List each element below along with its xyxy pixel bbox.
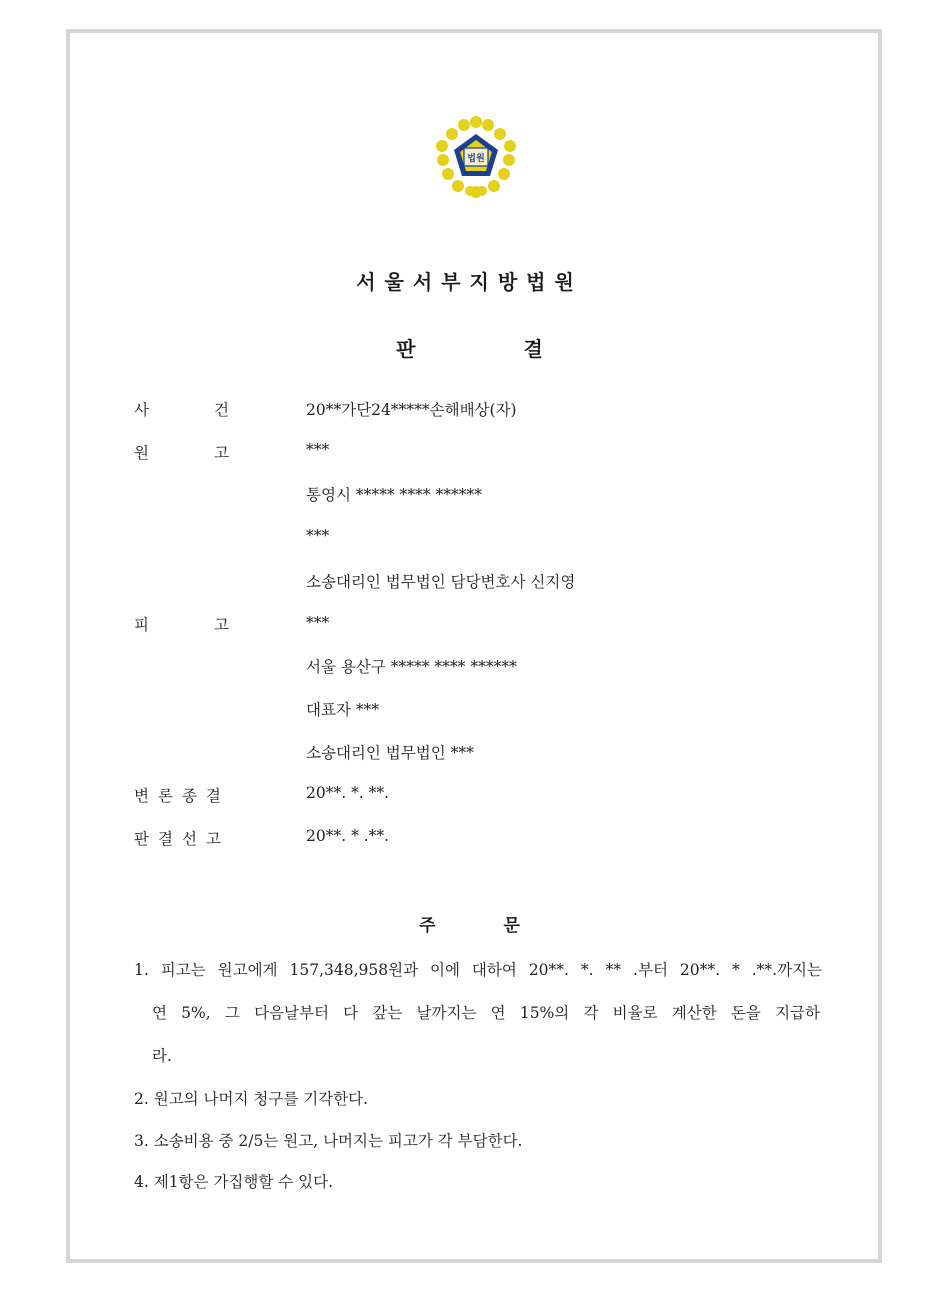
order-heading [0, 911, 939, 936]
order-item-1-line-1: 1. 피고는 원고에게 157,348,958원과 이에 대하여 20**. *. ** .부터 20**. * .**.까지는 [134, 961, 822, 979]
document-type-heading [0, 333, 939, 362]
order-heading-left: 주 [419, 916, 436, 936]
case-number: 20**가단24*****손해배상(자) [306, 401, 517, 419]
doc-type-left: 판 [396, 337, 416, 361]
defendant-name: *** [306, 614, 330, 632]
plaintiff-address: 통영시 ***** **** ****** [306, 486, 482, 504]
order-item-1-line-2: 연 5%, 그 다음날부터 다 갚는 날까지는 연 15%의 각 비율로 계산한 돈을 지급하 [152, 1004, 820, 1022]
defendant-representative: 대표자 *** [306, 701, 380, 719]
court-emblem-logo [430, 114, 522, 200]
defendant-attorney: 소송대리인 법무법인 *** [306, 744, 474, 762]
order-item-3: 3. 소송비용 중 2/5는 원고, 나머지는 피고가 각 부담한다. [134, 1132, 523, 1150]
judgment-date-label: 판결선고 [134, 830, 230, 848]
plaintiff-attorney: 소송대리인 법무법인 담당변호사 신지영 [306, 573, 576, 591]
court-name-heading: 서울서부지방법원 [356, 270, 583, 294]
emblem-text: 법원 [467, 154, 485, 164]
defendant-address: 서울 용산구 ***** **** ****** [306, 658, 517, 676]
plaintiff-name: *** [306, 441, 330, 459]
judgment-date: 20**. * .**. [306, 827, 390, 845]
doc-type-right: 결 [523, 337, 543, 361]
order-heading-right: 문 [503, 916, 520, 936]
order-item-1-line-3: 라. [152, 1047, 172, 1065]
closing-date: 20**. *. **. [306, 784, 390, 802]
plaintiff-name-secondary: *** [306, 527, 330, 545]
order-item-2: 2. 원고의 나머지 청구를 기각한다. [134, 1090, 369, 1108]
closing-label: 변론종결 [134, 787, 230, 805]
order-item-4: 4. 제1항은 가집행할 수 있다. [134, 1173, 334, 1191]
document-frame [66, 29, 882, 1263]
